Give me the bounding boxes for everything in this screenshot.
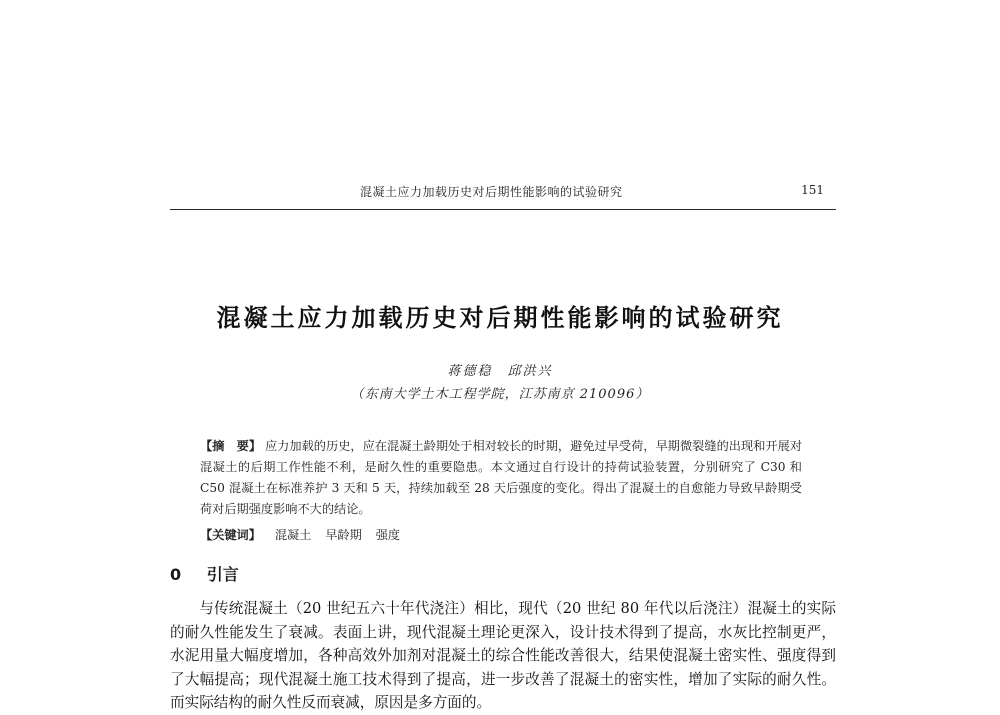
body-paragraph: 与传统混凝土（20 世纪五六十年代浇注）相比，现代（20 世纪 80 年代以后浇注）混凝土的实际的耐久性能发生了衰减。表面上讲，现代混凝土理论更深入，设计技术得到了提高，水灰比控制更严，水泥用量大幅度增加，各种高效外加剂对混凝土的综合性能改善很大，结果使混凝土密实性、强度得到了大幅提高；现代混凝土施工技术得到了提高，进一步改善了混凝土的密实性，增加了实际的耐久性。而实际结构的耐久性反而衰减，原因是多方面的。 [170, 600, 836, 711]
running-header [170, 181, 836, 210]
running-title: 混凝土应力加载历史对后期性能影响的试验研究 [360, 185, 623, 199]
authors: 蒋德稳 邱洪兴 [447, 364, 553, 379]
section-title: 引言 [206, 565, 239, 584]
keywords [200, 526, 800, 543]
keyword-item: 强度 [375, 528, 401, 542]
abstract-label: 【摘 要】 [200, 439, 262, 453]
keywords-label: 【关键词】 [200, 528, 261, 542]
keyword-item: 早龄期 [325, 528, 362, 542]
affiliation: （东南大学土木工程学院，江苏南京 210096） [350, 387, 650, 402]
article-title: 混凝土应力加载历史对后期性能影响的试验研究 [216, 304, 784, 332]
section-heading [170, 562, 239, 585]
abstract [200, 436, 802, 520]
abstract-text: 应力加载的历史，应在混凝土龄期处于相对较长的时期，避免过早受荷，早期微裂缝的出现和开展对混凝土的后期工作性能不利，是耐久性的重要隐患。本文通过自行设计的持荷试验装置，分别研究了 C30 和 C50 混凝土在标准养护 3 天和 5 天，持续加载至 28 天后强度的变化。得出了混凝土的自愈能力导致早龄期受荷对后期强度影响不大的结论。 [200, 439, 803, 516]
keyword-item: 混凝土 [274, 528, 312, 542]
page-number: 151 [801, 183, 824, 197]
section-number: 0 [170, 565, 182, 584]
